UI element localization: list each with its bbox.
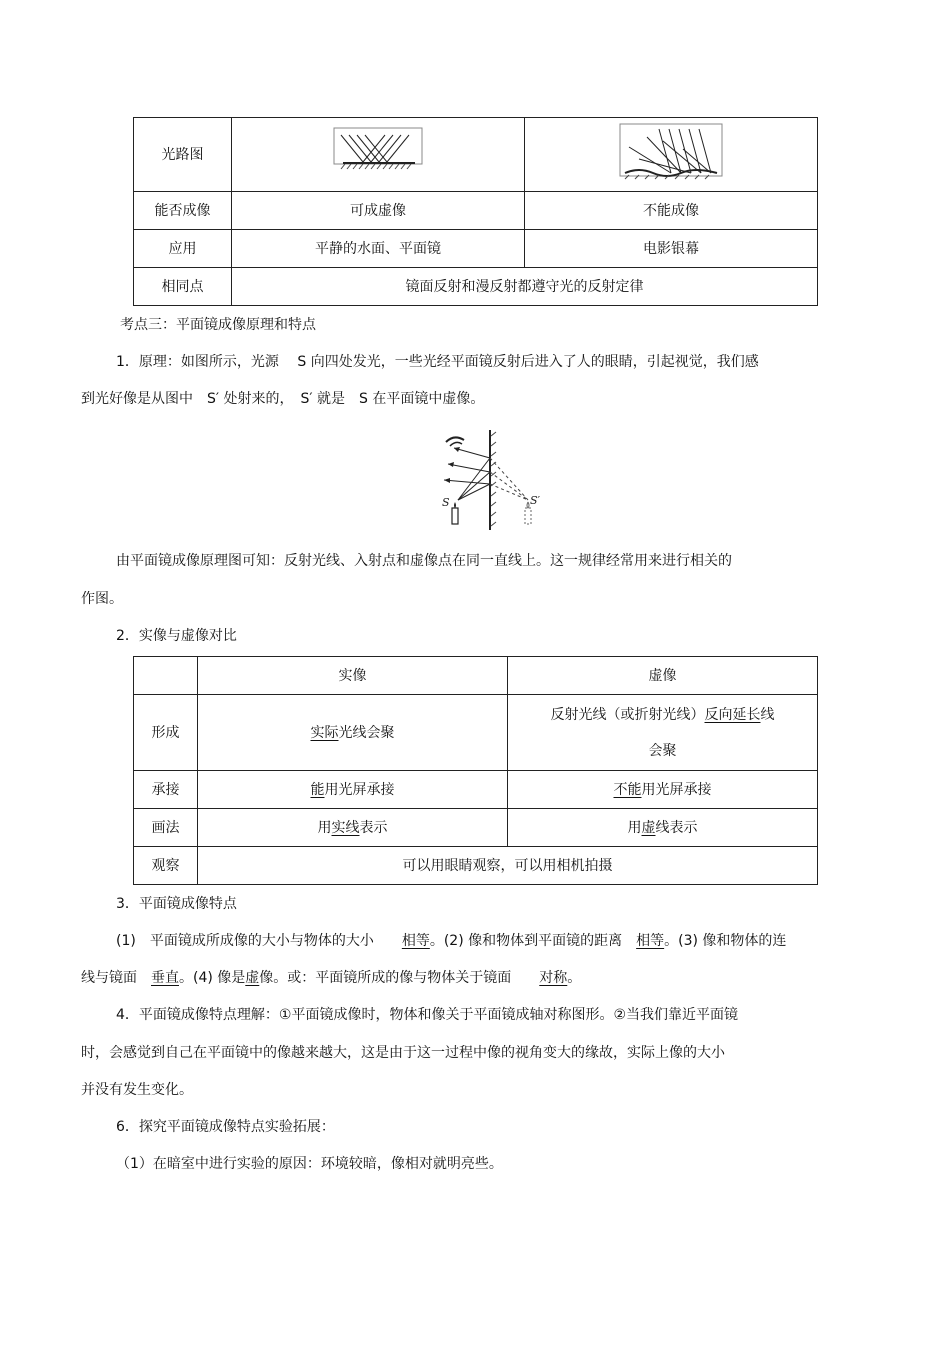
char-l1-u1: 相等 xyxy=(401,933,430,949)
understanding-line-1: 4．平面镜成像特点理解：①平面镜成像时，物体和像关于平面镜成轴对称图形。②当我们靠近平面镜 xyxy=(116,1007,739,1023)
diffuse-application: 电影银幕 xyxy=(525,230,818,268)
after-figure-line-1: 由平面镜成像原理图可知：反射光线、入射点和虚像点在同一直线上。这一规律经常用来进行相关的 xyxy=(116,553,732,569)
experiment-item-1: （1）在暗室中进行实验的原因：环境较暗，像相对就明亮些。 xyxy=(116,1156,503,1172)
row-head-drawing: 画法 xyxy=(134,809,198,847)
real-virtual-image-table xyxy=(133,656,818,885)
virtual-receive-rest: 用光屏承接 xyxy=(641,781,712,798)
image-s-prime-label: S′ xyxy=(530,494,541,507)
similarity-text: 镜面反射和漫反射都遵守光的反射定律 xyxy=(232,268,818,306)
specular-reflection-diagram xyxy=(333,127,423,177)
header-real-image: 实像 xyxy=(198,657,508,695)
observe-text: 可以用眼睛观察，可以用相机拍摄 xyxy=(198,847,818,885)
virtual-drawing-pre: 用 xyxy=(627,819,642,836)
row-head-formation: 形成 xyxy=(134,695,198,771)
virtual-formation-pre: 反射光线（或折射光线） xyxy=(550,706,705,723)
row-head-light-path: 光路图 xyxy=(134,118,232,192)
real-drawing-pre: 用 xyxy=(317,819,332,836)
row-head-similarity: 相同点 xyxy=(134,268,232,306)
section3-title: 考点三：平面镜成像原理和特点 xyxy=(120,317,316,333)
real-drawing xyxy=(198,809,508,847)
virtual-drawing-underlined: 虚 xyxy=(641,819,656,836)
real-drawing-rest: 表示 xyxy=(359,819,388,836)
characteristics-title: 3．平面镜成像特点 xyxy=(116,896,237,912)
characteristics-line-2 xyxy=(81,968,581,988)
char-l2-c: 像。或：平面镜所成的像与物体关于镜面 xyxy=(259,970,540,986)
char-l1-a: (1) 平面镜成所成像的大小与物体的大小 xyxy=(116,933,402,949)
char-l2-u1: 垂直 xyxy=(151,970,179,986)
char-l2-d: 。 xyxy=(567,970,582,986)
char-l2-b: 。(4) 像是 xyxy=(179,970,246,986)
row-head-receive: 承接 xyxy=(134,771,198,809)
row-head-can-form-image: 能否成像 xyxy=(134,192,232,230)
corner-cell xyxy=(134,657,198,695)
understanding-line-3: 并没有发生变化。 xyxy=(81,1082,193,1098)
specular-application: 平静的水面、平面镜 xyxy=(232,230,525,268)
real-receive-underlined: 能 xyxy=(310,781,325,798)
virtual-receive-underlined: 不能 xyxy=(613,781,642,798)
real-drawing-underlined: 实线 xyxy=(331,819,360,836)
principle-line-1: 1．原理：如图所示，光源 S 向四处发光，一些光经平面镜反射后进入了人的眼睛，引起视觉，我们感 xyxy=(116,354,759,370)
virtual-drawing-rest: 线表示 xyxy=(655,819,698,836)
specular-reflection-diagram-cell xyxy=(232,118,525,192)
virtual-receive xyxy=(508,771,818,809)
char-l2-a: 线与镜面 xyxy=(81,970,151,986)
real-formation xyxy=(198,695,508,771)
real-receive-rest: 用光屏承接 xyxy=(324,781,395,798)
char-l1-u2: 相等 xyxy=(636,933,665,949)
after-figure-line-2: 作图。 xyxy=(81,591,123,607)
principle-line-2: 到光好像是从图中 S′ 处射来的， S′ 就是 S 在平面镜中虚像。 xyxy=(81,391,485,407)
understanding-line-2: 时，会感觉到自己在平面镜中的像越来越大，这是由于这一过程中像的视角变大的缘故，实际上像的大小 xyxy=(81,1045,725,1061)
row-head-observe: 观察 xyxy=(134,847,198,885)
real-receive xyxy=(198,771,508,809)
virtual-formation-post: 线 xyxy=(760,706,775,723)
header-virtual-image: 虚像 xyxy=(508,657,818,695)
specular-can-form-image: 可成虚像 xyxy=(232,192,525,230)
experiment-title: 6．探究平面镜成像特点实验拓展： xyxy=(116,1119,335,1135)
diffuse-can-form-image: 不能成像 xyxy=(525,192,818,230)
real-formation-underlined: 实际 xyxy=(310,724,339,741)
characteristics-line-1 xyxy=(116,931,786,951)
plane-mirror-principle-figure xyxy=(440,428,550,534)
source-s-label: S xyxy=(442,496,450,509)
diffuse-reflection-diagram xyxy=(619,123,723,181)
row-head-application: 应用 xyxy=(134,230,232,268)
char-l2-u2: 虚 xyxy=(245,970,260,986)
virtual-formation-underlined: 反向延长 xyxy=(704,706,761,723)
char-l1-c: 。(3) 像和物体的连 xyxy=(664,933,787,949)
virtual-formation xyxy=(508,695,818,771)
real-virtual-title: 2．实像与虚像对比 xyxy=(116,628,237,644)
real-formation-rest: 光线会聚 xyxy=(338,724,395,741)
char-l2-u3: 对称 xyxy=(539,970,568,986)
virtual-formation-line2: 会聚 xyxy=(648,742,677,759)
reflection-comparison-table xyxy=(133,117,818,306)
char-l1-b: 。(2) 像和物体到平面镜的距离 xyxy=(429,933,637,949)
virtual-drawing xyxy=(508,809,818,847)
diffuse-reflection-diagram-cell xyxy=(525,118,818,192)
